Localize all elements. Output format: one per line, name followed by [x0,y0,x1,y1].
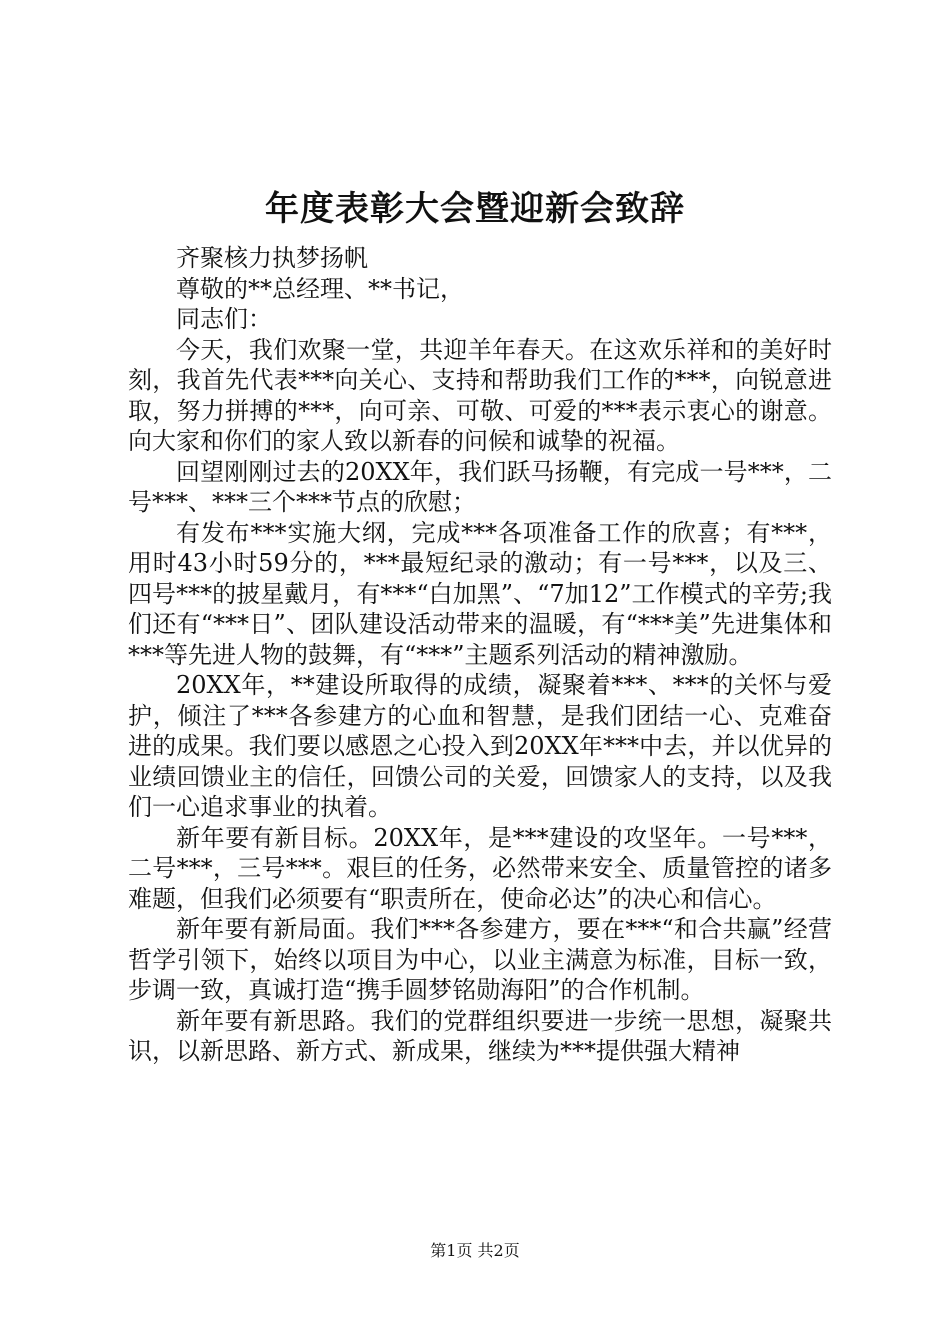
paragraph: 20XX年，**建设所取得的成绩，凝聚着***、***的关怀与爱护，倾注了***各参建方的心血和智慧，是我们团结一心、克难奋进的成果。我们要以感恩之心投入到20XX年***中去，并以优异的业绩回馈业主的信任，回馈公司的关爱，回馈家人的支持，以及我们一心追求事业的执着。 [128,671,832,821]
page-number-footer: 第1页 共2页 [430,1241,520,1260]
paragraph-salutation: 尊敬的**总经理、**书记， [176,274,464,303]
document-title: 年度表彰大会暨迎新会致辞 [265,189,685,229]
paragraph: 有发布***实施大纲，完成***各项准备工作的欣喜；有***，用时43小时59分的，***最短纪录的激动；有一号***，以及三、四号***的披星戴月，有***“白加黑”、“7加12”工作模式的辛劳;我们还有“***日”、团队建设活动带来的温暖，有“***美”先进集体和***等先进人物的鼓舞，有“***”主题系列活动的精神激励。 [128,518,832,669]
paragraph: 回望刚刚过去的20XX年，我们跃马扬鞭，有完成一号***，二号***、***三个***节点的欣慰； [128,457,832,516]
paragraph-subtitle: 齐聚核力执梦扬帆 [176,244,368,272]
paragraph: 今天，我们欢聚一堂，共迎羊年春天。在这欢乐祥和的美好时刻，我首先代表***向关心、支持和帮助我们工作的***，向锐意进取，努力拼搏的***，向可亲、可敬、可爱的***表示衷心的谢意。向大家和你们的家人致以新春的问候和诚挚的祝福。 [128,335,832,455]
paragraph: 新年要有新目标。20XX年，是***建设的攻坚年。一号***，二号***，三号***。艰巨的任务，必然带来安全、质量管控的诸多难题，但我们必须要有“职责所在，使命必达”的决心和信心。 [128,823,832,913]
paragraph-greeting: 同志们： [176,305,272,333]
paragraph: 新年要有新局面。我们***各参建方，要在***“和合共赢”经营哲学引领下，始终以项目为中心，以业主满意为标准，目标一致，步调一致，真诚打造“携手圆梦铭勋海阳”的合作机制。 [128,915,832,1004]
document-body [128,243,832,1067]
paragraph: 新年要有新思路。我们的党群组织要进一步统一思想，凝聚共识，以新思路、新方式、新成果，继续为***提供强大精神 [128,1006,832,1065]
